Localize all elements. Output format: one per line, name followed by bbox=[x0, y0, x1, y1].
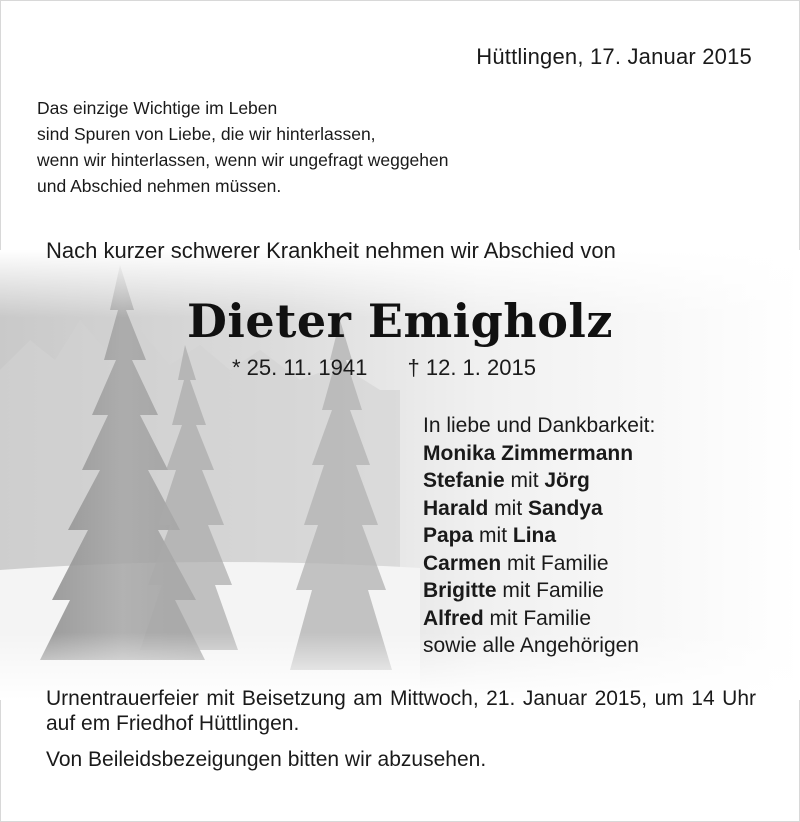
mourner-connector: mit bbox=[473, 524, 513, 547]
mourner-secondary: Jörg bbox=[544, 469, 590, 492]
poem-line: sind Spuren von Liebe, die wir hinterlassen, bbox=[37, 124, 376, 144]
mourner-primary: Stefanie bbox=[423, 469, 505, 492]
intro-text: Nach kurzer schwerer Krankheit nehmen wir Abschied von bbox=[46, 238, 616, 263]
mourner-connector: mit bbox=[504, 469, 545, 492]
mourner-primary: Carmen bbox=[423, 551, 502, 575]
mourner-secondary: Sandya bbox=[528, 496, 603, 520]
mourner-connector: mit bbox=[488, 496, 529, 520]
mourner-connector: mit Familie bbox=[501, 551, 609, 575]
mourner-primary: Papa bbox=[423, 524, 474, 547]
mourner-row bbox=[423, 605, 655, 633]
mourner-primary: Alfred bbox=[423, 606, 484, 630]
mourners-closing: sowie alle Angehörigen bbox=[423, 634, 639, 657]
poem-line: wenn wir hinterlassen, wenn wir ungefragt weggehen bbox=[37, 150, 449, 170]
deceased-name: Dieter Emigholz bbox=[187, 294, 613, 348]
mourner-connector: mit Familie bbox=[496, 579, 604, 602]
mourner-primary: Brigitte bbox=[423, 579, 497, 602]
mourners-list bbox=[423, 412, 655, 660]
poem-line: und Abschied nehmen müssen. bbox=[37, 176, 282, 196]
mourner-primary: Harald bbox=[423, 496, 489, 520]
mourner-connector: mit Familie bbox=[483, 606, 592, 630]
poem-line: Das einzige Wichtige im Leben bbox=[37, 98, 278, 118]
mourners-heading: In liebe und Dankbarkeit: bbox=[423, 414, 656, 437]
poem bbox=[37, 95, 449, 199]
life-dates bbox=[232, 355, 536, 381]
condolence-note: Von Beileidsbezeigungen bitten wir abzusehen. bbox=[46, 748, 487, 771]
mourner-row bbox=[423, 440, 655, 468]
mourner-row bbox=[423, 467, 655, 495]
mourner-secondary: Lina bbox=[512, 524, 557, 547]
birth-date: * 25. 11. 1941 bbox=[232, 355, 368, 380]
mourner-primary: Monika Zimmermann bbox=[423, 441, 634, 465]
mourner-row bbox=[423, 522, 655, 550]
mourner-row bbox=[423, 577, 655, 605]
place-and-date: Hüttlingen, 17. Januar 2015 bbox=[476, 44, 752, 69]
mourner-row bbox=[423, 495, 655, 523]
service-info: Urnentrauerfeier mit Beisetzung am Mittwoch, 21. Januar 2015, um 14 Uhr auf em Friedhof Hüttlingen. bbox=[46, 687, 756, 735]
mourner-row bbox=[423, 550, 655, 578]
death-date: † 12. 1. 2015 bbox=[407, 355, 536, 380]
